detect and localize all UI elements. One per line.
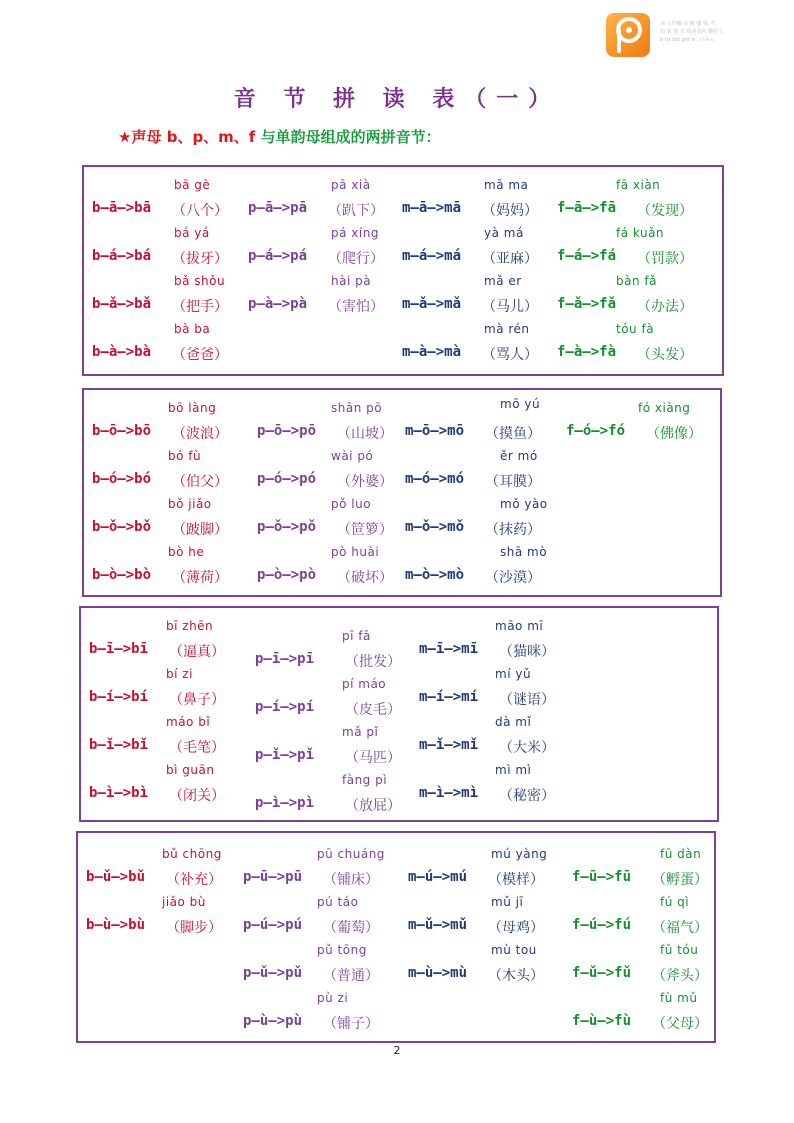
chinese-word: （波浪）	[172, 426, 228, 442]
chinese-word: （铺子）	[323, 1016, 379, 1032]
pinyin-word: pǔ tōng	[317, 943, 367, 957]
spelling-formula: b—ó—>bó	[92, 471, 152, 487]
chinese-word: （耳膜）	[485, 474, 541, 490]
pinyin-word: bá yá	[174, 226, 210, 240]
chinese-word: （佛像）	[646, 426, 702, 442]
pinyin-word: fù mǔ	[660, 991, 698, 1005]
pinyin-word: jiǎo bù	[162, 895, 206, 909]
pinyin-word: mā ma	[484, 178, 529, 192]
spelling-formula: m—ú—>mú	[408, 869, 468, 885]
pinyin-word: bó fù	[168, 449, 202, 463]
pinyin-word: pā xià	[331, 178, 371, 192]
pinyin-word: fú qì	[660, 895, 690, 909]
star-icon: ★	[118, 128, 132, 146]
chinese-word: （摸鱼）	[485, 426, 541, 442]
spelling-formula: f—à—>fà	[557, 344, 617, 360]
spelling-formula: f—ó—>fó	[566, 423, 626, 439]
chinese-word: （大米）	[499, 740, 555, 756]
pinyin-word: māo mī	[495, 619, 544, 633]
pinyin-word: pǒ luo	[331, 497, 372, 511]
spelling-formula: b—ǒ—>bǒ	[92, 519, 152, 535]
spelling-formula: b—í—>bí	[89, 689, 149, 705]
pinyin-word: bǎ shǒu	[174, 274, 226, 288]
chinese-word: （孵蛋）	[652, 872, 708, 888]
pinyin-word: wài pó	[331, 449, 374, 463]
subtitle-suffix: 与单韵母组成的两拼音节：	[260, 128, 441, 146]
spelling-formula: p—ā—>pā	[248, 200, 308, 216]
chinese-word: （亚麻）	[482, 251, 538, 267]
pinyin-word: shā mò	[500, 545, 548, 559]
chinese-word: （放屁）	[345, 798, 401, 814]
table-box-u	[76, 831, 716, 1043]
chinese-word: （鼻子）	[169, 692, 225, 708]
pinyin-word: bǔ chōng	[162, 847, 222, 861]
spelling-formula: b—ǔ—>bǔ	[86, 869, 146, 885]
section-subtitle	[118, 126, 441, 147]
chinese-word: （谜语）	[499, 692, 555, 708]
chinese-word: （逼真）	[169, 644, 225, 660]
spelling-formula: m—à—>mà	[402, 344, 462, 360]
spelling-formula: f—ǔ—>fǔ	[572, 965, 632, 981]
tagline-line: b ttt bdi get w . j i k u	[660, 37, 714, 43]
chinese-word: （发现）	[637, 203, 693, 219]
pinyin-word: pú táo	[317, 895, 359, 909]
chinese-word: （伯父）	[172, 474, 228, 490]
pinyin-word: pī fā	[342, 629, 371, 643]
spelling-formula: m—ò—>mò	[405, 567, 465, 583]
spelling-formula: p—ì—>pì	[255, 795, 315, 811]
chinese-word: （跛脚）	[172, 522, 228, 538]
chinese-word: （母鸡）	[488, 920, 544, 936]
pinyin-word: bō làng	[168, 401, 217, 415]
chinese-word: （妈妈）	[482, 203, 538, 219]
spelling-formula: b—à—>bà	[92, 344, 152, 360]
spelling-formula: m—ā—>mā	[402, 200, 462, 216]
chinese-word: （补充）	[166, 872, 222, 888]
pinyin-word: ěr mó	[500, 449, 538, 463]
pinyin-word: hài pà	[331, 274, 372, 288]
brand-logo	[606, 13, 650, 57]
chinese-word: （山坡）	[337, 426, 393, 442]
spelling-formula: m—ǒ—>mǒ	[405, 519, 465, 535]
chinese-word: （八个）	[172, 203, 228, 219]
chinese-word: （沙漠）	[485, 570, 541, 586]
spelling-formula: b—ì—>bì	[89, 785, 149, 801]
spelling-formula: b—ǐ—>bǐ	[89, 737, 149, 753]
spelling-formula: p—ǔ—>pǔ	[243, 965, 303, 981]
tagline-line: 知 果 赞 去 睹读书何 赚库文	[660, 29, 723, 35]
spelling-formula: p—ō—>pō	[257, 423, 317, 439]
spelling-formula: f—ù—>fù	[572, 1013, 632, 1029]
chinese-word: （父母）	[652, 1016, 708, 1032]
pinyin-word: fǔ tóu	[660, 943, 699, 957]
chinese-word: （斧头）	[652, 968, 708, 984]
spelling-formula: b—ō—>bō	[92, 423, 152, 439]
chinese-word: （罚款）	[637, 251, 693, 267]
spelling-formula: p—ù—>pù	[243, 1013, 303, 1029]
chinese-word: （把手）	[172, 299, 228, 315]
subtitle-letters: b、p、m、f	[166, 128, 256, 146]
chinese-word: （爬行）	[328, 251, 384, 267]
chinese-word: （秘密）	[499, 788, 555, 804]
pinyin-word: mú yàng	[491, 847, 548, 861]
chinese-word: （薄荷）	[172, 570, 228, 586]
pinyin-word: pí máo	[342, 677, 387, 691]
pinyin-word: mǒ yào	[500, 497, 548, 511]
chinese-word: （脚步）	[166, 920, 222, 936]
pinyin-word: yà má	[484, 226, 524, 240]
spelling-formula: f—ǎ—>fǎ	[557, 296, 617, 312]
page-number: 2	[393, 1044, 401, 1057]
chinese-word: （办法）	[637, 299, 693, 315]
chinese-word: （福气）	[652, 920, 708, 936]
spelling-formula: m—ù—>mù	[408, 965, 468, 981]
spelling-formula: b—ù—>bù	[86, 917, 146, 933]
spelling-formula: p—ǐ—>pǐ	[255, 747, 315, 763]
chinese-word: （抹药）	[485, 522, 541, 538]
spelling-formula: m—ǐ—>mǐ	[419, 737, 479, 753]
chinese-word: （爸爸）	[172, 347, 228, 363]
spelling-formula: p—ú—>pú	[243, 917, 303, 933]
pinyin-word: pù zi	[317, 991, 349, 1005]
spelling-formula: m—ǎ—>mǎ	[402, 296, 462, 312]
page-title: 音 节 拼 读 表（一）	[233, 86, 561, 112]
spelling-formula: f—ú—>fú	[572, 917, 632, 933]
pinyin-word: bì guān	[166, 763, 215, 777]
chinese-word: （马匹）	[345, 750, 401, 766]
pinyin-word: pū chuáng	[317, 847, 385, 861]
spelling-formula: b—ò—>bò	[92, 567, 152, 583]
chinese-word: （普通）	[323, 968, 379, 984]
pinyin-word: bī zhēn	[166, 619, 214, 633]
chinese-word: （木头）	[488, 968, 544, 984]
spelling-formula: m—ō—>mō	[405, 423, 465, 439]
spelling-formula: p—ī—>pī	[255, 651, 315, 667]
spelling-formula: p—ū—>pū	[243, 869, 303, 885]
spelling-formula: b—ī—>bī	[89, 641, 149, 657]
chinese-word: （头发）	[637, 347, 693, 363]
pinyin-word: pò huài	[331, 545, 380, 559]
brand-tagline	[660, 20, 723, 44]
chinese-word: （模样）	[488, 872, 544, 888]
pinyin-word: mù tou	[491, 943, 537, 957]
p-logo-icon	[606, 13, 650, 57]
chinese-word: （破坏）	[337, 570, 393, 586]
spelling-formula: f—ā—>fā	[557, 200, 617, 216]
pinyin-word: mǎ pǐ	[342, 725, 379, 739]
chinese-word: （毛笔）	[169, 740, 225, 756]
tagline-line: 读 文档赚 读 赚 赚 钱, 生	[660, 21, 717, 27]
pinyin-word: máo bǐ	[166, 715, 211, 729]
pinyin-word: mà rén	[484, 322, 530, 336]
chinese-word: （闭关）	[169, 788, 225, 804]
spelling-formula: m—ì—>mì	[419, 785, 479, 801]
chinese-word: （葡萄）	[323, 920, 379, 936]
spelling-formula: f—á—>fá	[557, 248, 617, 264]
pinyin-word: mǔ jī	[491, 895, 524, 909]
spelling-formula: p—ò—>pò	[257, 567, 317, 583]
chinese-word: （猫咪）	[499, 644, 555, 660]
chinese-word: （害怕）	[328, 299, 384, 315]
spelling-formula: m—ī—>mī	[419, 641, 479, 657]
spelling-formula: b—ā—>bā	[92, 200, 152, 216]
pinyin-word: fó xiàng	[638, 401, 691, 415]
pinyin-word: pá xíng	[331, 226, 379, 240]
pinyin-word: bà ba	[174, 322, 211, 336]
pinyin-word: shān pō	[331, 401, 383, 415]
spelling-formula: p—à—>pà	[248, 296, 308, 312]
pinyin-word: tóu fà	[616, 322, 655, 336]
pinyin-word: bā gè	[174, 178, 211, 192]
pinyin-word: bò he	[168, 545, 205, 559]
pinyin-word: fā xiàn	[616, 178, 661, 192]
spelling-formula: f—ū—>fū	[572, 869, 632, 885]
spelling-formula: p—ó—>pó	[257, 471, 317, 487]
chinese-word: （批发）	[345, 654, 401, 670]
table-box-o	[82, 388, 722, 597]
spelling-formula: m—á—>má	[402, 248, 462, 264]
chinese-word: （铺床）	[323, 872, 379, 888]
chinese-word: （趴下）	[328, 203, 384, 219]
pinyin-word: fàng pì	[342, 773, 388, 787]
chinese-word: （骂人）	[482, 347, 538, 363]
pinyin-word: bǒ jiǎo	[168, 497, 212, 511]
pinyin-word: mì mì	[495, 763, 532, 777]
chinese-word: （马儿）	[482, 299, 538, 315]
chinese-word: （笸箩）	[337, 522, 393, 538]
spelling-formula: p—ǒ—>pǒ	[257, 519, 317, 535]
chinese-word: （拔牙）	[172, 251, 228, 267]
pinyin-word: fá kuǎn	[616, 226, 665, 240]
spelling-formula: p—á—>pá	[248, 248, 308, 264]
spelling-formula: m—í—>mí	[419, 689, 479, 705]
pinyin-word: bàn fǎ	[616, 274, 657, 288]
spelling-formula: m—ǔ—>mǔ	[408, 917, 468, 933]
chinese-word: （皮毛）	[345, 702, 401, 718]
pinyin-word: fū dàn	[660, 847, 702, 861]
pinyin-word: dà mǐ	[495, 715, 532, 729]
pinyin-word: mō yú	[500, 397, 541, 411]
spelling-formula: b—á—>bá	[92, 248, 152, 264]
spelling-formula: m—ó—>mó	[405, 471, 465, 487]
spelling-formula: b—ǎ—>bǎ	[92, 296, 152, 312]
pinyin-word: mí yǔ	[495, 667, 532, 681]
pinyin-word: mǎ er	[484, 274, 522, 288]
spelling-formula: p—í—>pí	[255, 699, 315, 715]
chinese-word: （外婆）	[337, 474, 393, 490]
subtitle-prefix: 声母	[131, 128, 162, 146]
pinyin-word: bí zi	[166, 667, 193, 681]
